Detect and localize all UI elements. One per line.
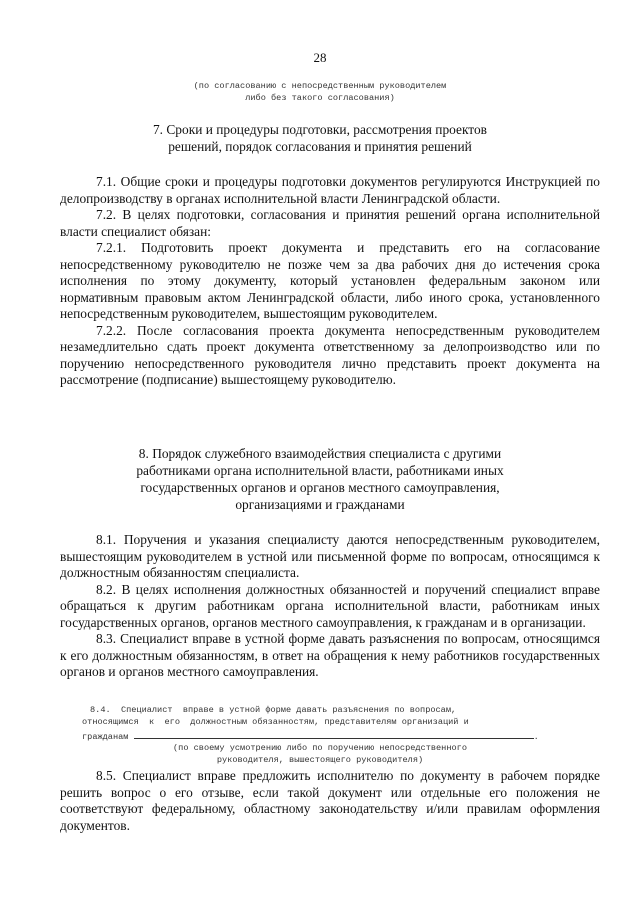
- paragraph-7-2: 7.2. В целях подготовки, согласования и принятия решений органа исполнительной власти специалист обязан:: [60, 207, 600, 239]
- paragraph-7-2-2: 7.2.2. После согласования проекта документа непосредственным руководителем незамедлительно сдать проект документа ответственному за делопроизводство или по поручению непосредственного руководителя лично представить проект документа на рассмотрение (подписание) вышестоящему руководителю.: [60, 322, 600, 387]
- paragraph-8-4-line1: 8.4. Специалист вправе в устной форме давать разъяснения по вопросам,: [90, 705, 457, 715]
- section-8-title-line1: 8. Порядок служебного взаимодействия специалиста с другими: [138, 446, 502, 461]
- paragraph-8-1: 8.1. Поручения и указания специалисту даются непосредственным руководителем, вышестоящим руководителем в устной или письменной форме по вопросам, относящимся к должностным обязанностям специалиста.: [60, 532, 600, 580]
- paragraph-8-4-citizens: гражданам: [82, 732, 129, 742]
- section-8-title: [60, 445, 580, 513]
- fill-in-blank: [134, 729, 534, 739]
- section-7-title-line2: решений, порядок согласования и принятия решений: [168, 139, 472, 154]
- paragraph-8-4-end: .: [533, 732, 539, 742]
- paragraph-7-2-1: 7.2.1. Подготовить проект документа и представить его на согласование непосредственному руководителю не позже чем за два рабочих дня до истечения срока исполнения по этому документу, который установлен федеральным законом или нормативным правовым актом Ленинградской области, либо иного срока, установленного непосредственным руководителем, вышестоящим руководителем.: [60, 240, 600, 321]
- section-8-body-bottom: [60, 768, 600, 834]
- section-8-title-line3: государственных органов и органов местного самоуправления,: [140, 480, 500, 495]
- note-discretion-line1: (по своему усмотрению либо по поручению непосредственного: [173, 743, 467, 753]
- section-7-title-line1: 7. Сроки и процедуры подготовки, рассмотрения проектов: [152, 122, 487, 137]
- section-7-title: [60, 121, 580, 155]
- note-approval-line1: (по согласованию с непосредственным руководителем: [193, 81, 447, 91]
- note-discretion-line2: руководителя, вышестоящего руководителя): [216, 755, 424, 765]
- section-8-title-line4: организациями и гражданами: [235, 497, 405, 512]
- paragraph-8-5: 8.5. Специалист вправе предложить исполнителю по документу в рабочем порядке решить вопрос о его отзыве, если такой документ или отдельные его положения не соответствуют федеральному, областному законодательству и/или правилам оформления документов.: [60, 768, 600, 833]
- note-approval-line2: либо без такого согласования): [245, 93, 395, 103]
- page-number: 28: [313, 50, 327, 65]
- paragraph-7-1: 7.1. Общие сроки и процедуры подготовки документов регулируются Инструкцией по делопроизводству в органах исполнительной власти Ленинградской области.: [60, 174, 600, 206]
- paragraph-8-3: 8.3. Специалист вправе в устной форме давать разъяснения по вопросам, относящимся к его должностным обязанностям, в ответ на обращения к нему работников государственных органов и органов местного самоуправления.: [60, 631, 600, 679]
- paragraph-8-2: 8.2. В целях исполнения должностных обязанностей и поручений специалист вправе обращаться к другим работникам органа исполнительной власти, работникам иных государственных органов, органов местного самоуправления, к гражданам и в организации.: [60, 581, 600, 630]
- section-8-title-line2: работниками органа исполнительной власти, работниками иных: [136, 463, 504, 478]
- paragraph-8-4-line2: относящимся к его должностным обязанностям, представителям организаций и: [82, 717, 469, 727]
- note-discretion: [0, 742, 640, 766]
- section-8-body-top: [60, 532, 600, 681]
- note-approval: [0, 80, 640, 104]
- section-7-body: [60, 174, 600, 389]
